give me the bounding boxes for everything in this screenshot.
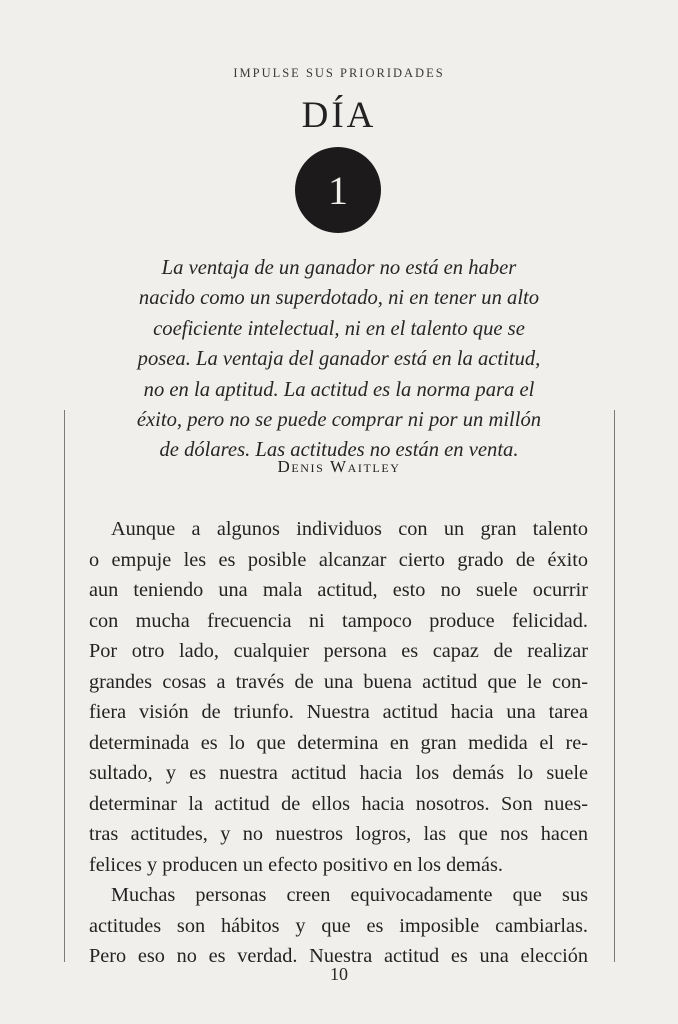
body-line: o empuje les es posible alcanzar cierto grado de éxito (89, 548, 588, 571)
page-number: 10 (330, 964, 348, 984)
day-number: 1 (328, 167, 348, 213)
frame-right-rule (614, 410, 615, 962)
body-line: tras actitudes, y no nuestros logros, las que nos hacen (89, 823, 588, 845)
body-line: Por otro lado, cualquier persona es capaz de realizar (89, 640, 588, 662)
section-title: IMPULSE SUS PRIORIDADES (233, 66, 445, 80)
body-line: sultado, y es nuestra actitud hacia los demás lo suele (89, 762, 588, 784)
body-line: Pero eso no es verdad. Nuestra actitud es una elección (89, 945, 588, 967)
body-line: felices y producen un efecto positivo en los demás. (89, 853, 503, 876)
body-line: determinar la actitud de ellos hacia nosotros. Son nues- (89, 792, 588, 815)
quote-line: coeficiente intelectual, ni en el talento que se (153, 317, 525, 340)
body-line: con mucha frecuencia ni tampoco produce felicidad. (89, 609, 588, 632)
body-line: Aunque a algunos individuos con un gran talento (111, 518, 588, 540)
body-text (89, 514, 588, 972)
quote-line: nacido como un superdotado, ni en tener un alto (138, 287, 540, 310)
body-line: grandes cosas a través de una buena actitud que le con- (89, 670, 588, 693)
body-line: determinada es lo que determina en gran medida el re- (89, 731, 588, 754)
quote-author: Denis Waitley (277, 457, 401, 476)
body-line: Muchas personas creen equivocadamente que sus (111, 884, 588, 906)
quote-line: no en la aptitud. La actitud es la norma para el (143, 378, 535, 401)
body-line: actitudes son hábitos y que es imposible cambiarlas. (89, 914, 588, 937)
quote-line: de dólares. Las actitudes no están en venta. (159, 439, 519, 462)
day-number-badge (295, 147, 381, 233)
day-label: DÍA (301, 95, 377, 136)
quote-line: éxito, pero no se puede comprar ni por un millón (136, 409, 542, 432)
body-line: aun teniendo una mala actitud, esto no suele ocurrir (89, 579, 588, 601)
quote-line: posea. La ventaja del ganador está en la actitud, (137, 348, 541, 371)
body-line: fiera visión de triunfo. Nuestra actitud hacia una tarea (89, 701, 588, 723)
frame-left-rule (64, 410, 65, 962)
epigraph-quote (80, 253, 598, 466)
quote-line: La ventaja de un ganador no está en haber (161, 257, 517, 279)
